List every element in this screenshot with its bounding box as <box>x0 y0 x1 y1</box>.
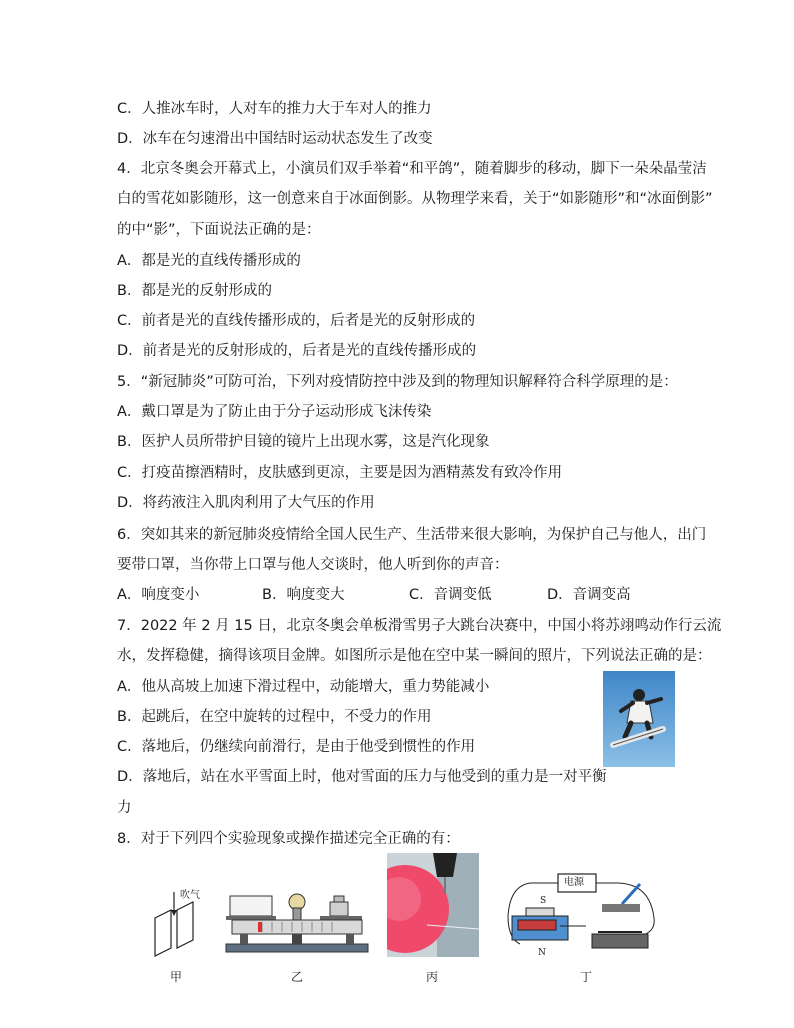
line-q3-d: D．冰车在匀速滑出中国结时运动状态发生了改变 <box>117 131 433 147</box>
q7-stem-1: 7．2022 年 2 月 15 日，北京冬奥会单板滑雪男子大跳台决赛中，中国小将苏翊鸣动作行云流 <box>117 618 722 634</box>
q7-stem-2: 水，发挥稳健，摘得该项目金牌。如图所示是他在空中某一瞬间的照片，下列说法正确的是： <box>117 648 712 664</box>
q4-option-a: A．都是光的直线传播形成的 <box>117 253 301 269</box>
figure-jia <box>141 890 211 960</box>
q5-option-b: B．医护人员所带护目镜的镜片上出现水雾，这是汽化现象 <box>117 434 490 450</box>
caption-jia: 甲 <box>170 970 183 984</box>
q5-option-d: D．将药液注入肌肉利用了大气压的作用 <box>117 495 375 511</box>
figure-bing-photo <box>387 853 479 957</box>
q4-stem-1: 4．北京冬奥会开幕式上，小演员们双手举着“和平鸽”，随着脚步的移动，脚下一朵朵晶莹洁 <box>117 161 707 177</box>
q4-option-b: B．都是光的反射形成的 <box>117 283 272 299</box>
q6-option-b: B．响度变大 <box>262 587 345 603</box>
q7-option-d-1: D．落地后，站在水平雪面上时，他对雪面的压力与他受到的重力是一对平衡 <box>117 769 607 785</box>
q6-stem-1: 6．突如其来的新冠肺炎疫情给全国人民生产、生活带来很大影响，为保护自己与他人，出门 <box>117 527 707 543</box>
q7-option-b: B．起跳后，在空中旋转的过程中，不受力的作用 <box>117 709 432 725</box>
figure-ding-s-label: S <box>540 896 547 906</box>
q4-stem-3: 的中“影”，下面说法正确的是： <box>117 222 321 238</box>
figure-ding-circuit <box>490 868 660 964</box>
q5-stem: 5．“新冠肺炎”可防可治，下列对疫情防控中涉及到的物理知识解释符合科学原理的是： <box>117 374 678 390</box>
q4-option-d: D．前者是光的反射形成的，后者是光的直线传播形成的 <box>117 343 477 359</box>
figure-ding-n-label: N <box>538 948 546 958</box>
q7-option-a: A．他从高坡上加速下滑过程中，动能增大，重力势能减小 <box>117 679 490 695</box>
q5-option-c: C．打疫苗擦酒精时，皮肤感到更凉，主要是因为酒精蒸发有致冷作用 <box>117 465 563 481</box>
figure-jia-label: 吹气 <box>180 890 200 901</box>
q6-option-a: A．响度变小 <box>117 587 200 603</box>
caption-yi: 乙 <box>291 970 304 984</box>
q4-option-c: C．前者是光的直线传播形成的，后者是光的反射形成的 <box>117 313 476 329</box>
q6-option-c: C．音调变低 <box>409 587 492 603</box>
line-q3-c: C．人推冰车时，人对车的推力大于车对人的推力 <box>117 101 432 117</box>
caption-ding: 丁 <box>580 970 593 984</box>
q8-stem: 8．对于下列四个实验现象或操作描述完全正确的有： <box>117 831 460 847</box>
snowboarder-photo <box>603 671 675 767</box>
q4-stem-2: 白的雪花如影随形，这一创意来自于冰面倒影。从物理学来看，关于“如影随形”和“冰面倒影” <box>117 191 713 207</box>
figure-yi-balance <box>222 888 372 960</box>
q6-stem-2: 要带口罩，当你带上口罩与他人交谈时，他人听到你的声音： <box>117 557 509 573</box>
figure-ding-power-label: 电源 <box>564 877 584 888</box>
caption-bing: 丙 <box>426 970 439 984</box>
q7-option-c: C．落地后，仍继续向前滑行，是由于他受到惯性的作用 <box>117 739 476 755</box>
q6-option-d: D．音调变高 <box>547 587 631 603</box>
q5-option-a: A．戴口罩是为了防止由于分子运动形成飞沫传染 <box>117 404 432 420</box>
q7-option-d-2: 力 <box>117 800 132 816</box>
